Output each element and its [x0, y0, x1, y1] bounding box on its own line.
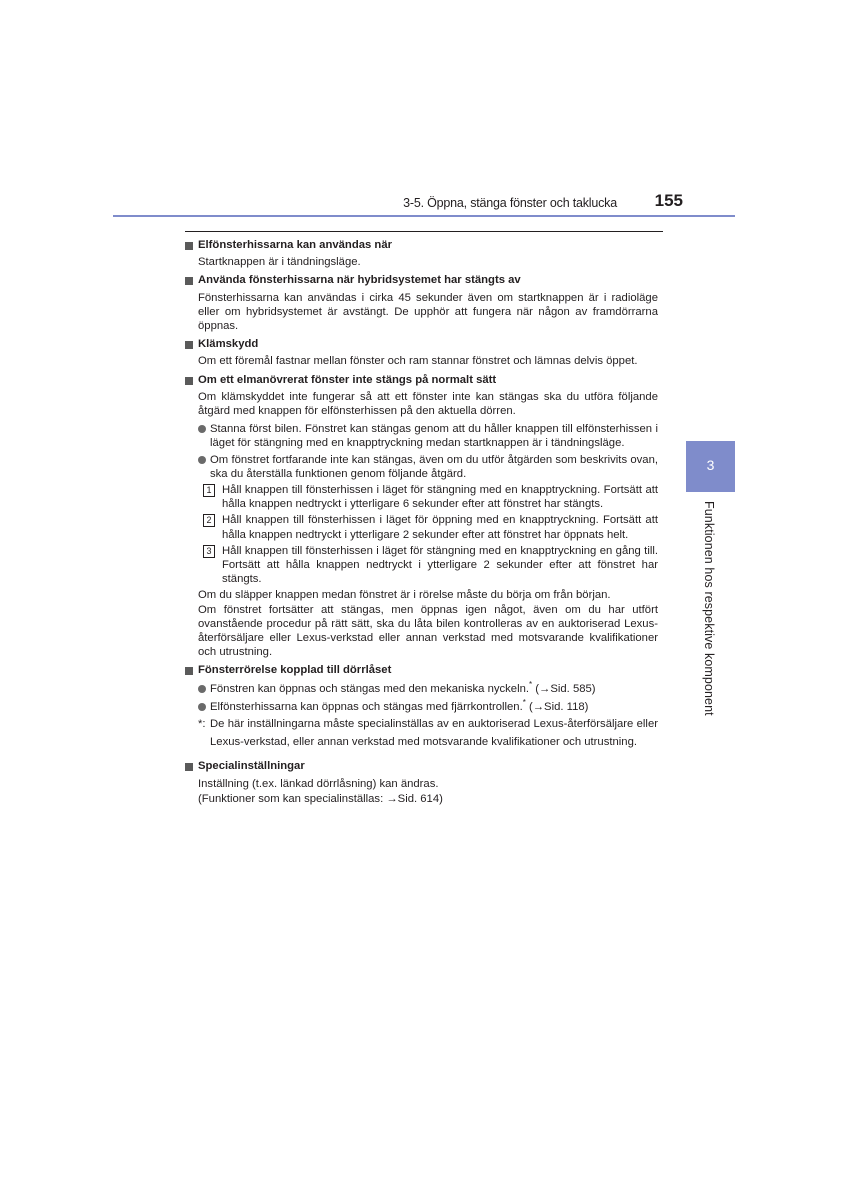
chapter-number: 3 — [706, 457, 715, 473]
page-content — [185, 238, 658, 806]
bullet-text: Stanna först bilen. Fönstret kan stängas genom att du håller knappen till elfönsterhissen i läget för stängning med en knapptryckning medan startknappen är i tändningsläge. — [210, 423, 658, 450]
step-text: Håll knappen till fönsterhissen i läget för stängning med en knapptryckning en gång till. Fortsätt att hålla knappen nedtryckt i ytterligare 2 sekunder efter att fönstret har stängts. — [222, 544, 658, 586]
footnote-text: De här inställningarna måste specialinställas av en auktoriserad Lexus-återförsäljare eller Lexus-verkstad, eller annan verkstad med motsvarande kvalifikationer och utrustning. — [210, 718, 658, 748]
bullet-text: Om fönstret fortfarande inte kan stängas, även om du utför åtgärden som beskrivits ovan, ska du återställa funktionen genom följande åtgärd. — [210, 453, 658, 480]
header-rule — [113, 215, 735, 217]
paragraph: Inställning (t.ex. länkad dörrlåsning) kan ändras. — [198, 778, 439, 791]
step-number-box: 1 — [203, 484, 215, 497]
bullet-item — [185, 700, 658, 714]
page-header — [113, 190, 735, 216]
bullet-item — [185, 422, 658, 450]
round-bullet-icon — [198, 456, 206, 464]
page-reference: (→Sid. 585) — [532, 682, 596, 695]
step-text: Håll knappen till fönsterhissen i läget för öppning med en knapptryckning. Fortsätt att hålla knappen nedtryckt i ytterligare 2 sekunder efter att fönstret har öppnats helt. — [222, 514, 658, 541]
paragraph: (Funktioner som kan specialinställas: →Sid. 614) — [198, 792, 443, 805]
heading-text: Specialinställningar — [198, 760, 305, 773]
paragraph: Om du släpper knappen medan fönstret är i rörelse måste du börja om från början. — [198, 589, 611, 602]
square-bullet-icon — [185, 242, 193, 250]
heading-text: Om ett elmanövrerat fönster inte stängs på normalt sätt — [198, 373, 497, 386]
heading-text: Klämskydd — [198, 338, 259, 351]
section-heading — [185, 273, 658, 287]
section-title: 3-5. Öppna, stänga fönster och taklucka — [403, 196, 617, 210]
bullet-item — [185, 679, 658, 696]
paragraph: Om ett föremål fastnar mellan fönster och ram stannar fönstret och lämnas delvis öppet. — [198, 355, 638, 368]
square-bullet-icon — [185, 377, 193, 385]
heading-text: Använda fönsterhissarna när hybridsystemet har stängts av — [198, 274, 521, 287]
round-bullet-icon — [198, 685, 206, 693]
round-bullet-icon — [198, 425, 206, 433]
heading-text: Fönsterrörelse kopplad till dörrlåset — [198, 664, 392, 677]
page-number: 155 — [654, 191, 683, 210]
chapter-label: Funktionen hos respektive komponent — [702, 501, 716, 716]
section-heading — [185, 337, 658, 351]
step-item — [185, 544, 658, 587]
step-number-box: 2 — [203, 514, 215, 527]
square-bullet-icon — [185, 667, 193, 675]
section-heading — [185, 373, 658, 387]
section-heading — [185, 663, 658, 677]
heading-text: Elfönsterhissarna kan användas när — [198, 239, 393, 251]
round-bullet-icon — [198, 703, 206, 711]
bullet-text: Elfönsterhissarna kan öppnas och stängas med fjärrkontrollen. — [210, 700, 523, 713]
step-item — [185, 513, 658, 541]
step-number-box: 3 — [203, 545, 215, 558]
paragraph: Startknappen är i tändningsläge. — [198, 256, 361, 269]
footnote-asterisk: * — [529, 679, 533, 689]
footnote-mark: *: — [198, 718, 206, 731]
bullet-item — [185, 453, 658, 481]
footnote — [185, 716, 658, 751]
step-text: Håll knappen till fönsterhissen i läget för stängning med en knapptryckning. Fortsätt att hålla knappen nedtryckt i ytterligare 6 sekunder efter att fönstret har stängts. — [222, 484, 658, 511]
square-bullet-icon — [185, 763, 193, 771]
paragraph: Om klämskyddet inte fungerar så att ett fönster inte kan stängas ska du utföra följande åtgärd med knappen för elfönsterhissen på den aktuella dörren. — [198, 390, 658, 418]
square-bullet-icon — [185, 341, 193, 349]
chapter-tab — [686, 441, 735, 492]
section-heading — [185, 759, 658, 773]
content-top-rule — [185, 231, 663, 232]
bullet-text: Fönstren kan öppnas och stängas med den mekaniska nyckeln. — [210, 682, 530, 695]
paragraph: Om fönstret fortsätter att stängas, men öppnas igen något, även om du har utfört ovanstående procedur på rätt sätt, ska du låta bilen kontrolleras av en auktoriserad Lexus-återförsäljare eller Lexus-verkstad eller annan verkstad med motsvarande kvalifikationer och utrustning. — [198, 603, 658, 659]
section-heading — [185, 238, 658, 252]
step-item — [185, 483, 658, 511]
page-reference: (→Sid. 118) — [525, 700, 589, 713]
footnote-asterisk: * — [522, 698, 526, 708]
square-bullet-icon — [185, 277, 193, 285]
paragraph: Fönsterhissarna kan användas i cirka 45 sekunder även om startknappen är i radioläge eller om hybridsystemet är avstängt. De upphör att fungera när någon av framdörrarna öppnas. — [198, 291, 658, 333]
